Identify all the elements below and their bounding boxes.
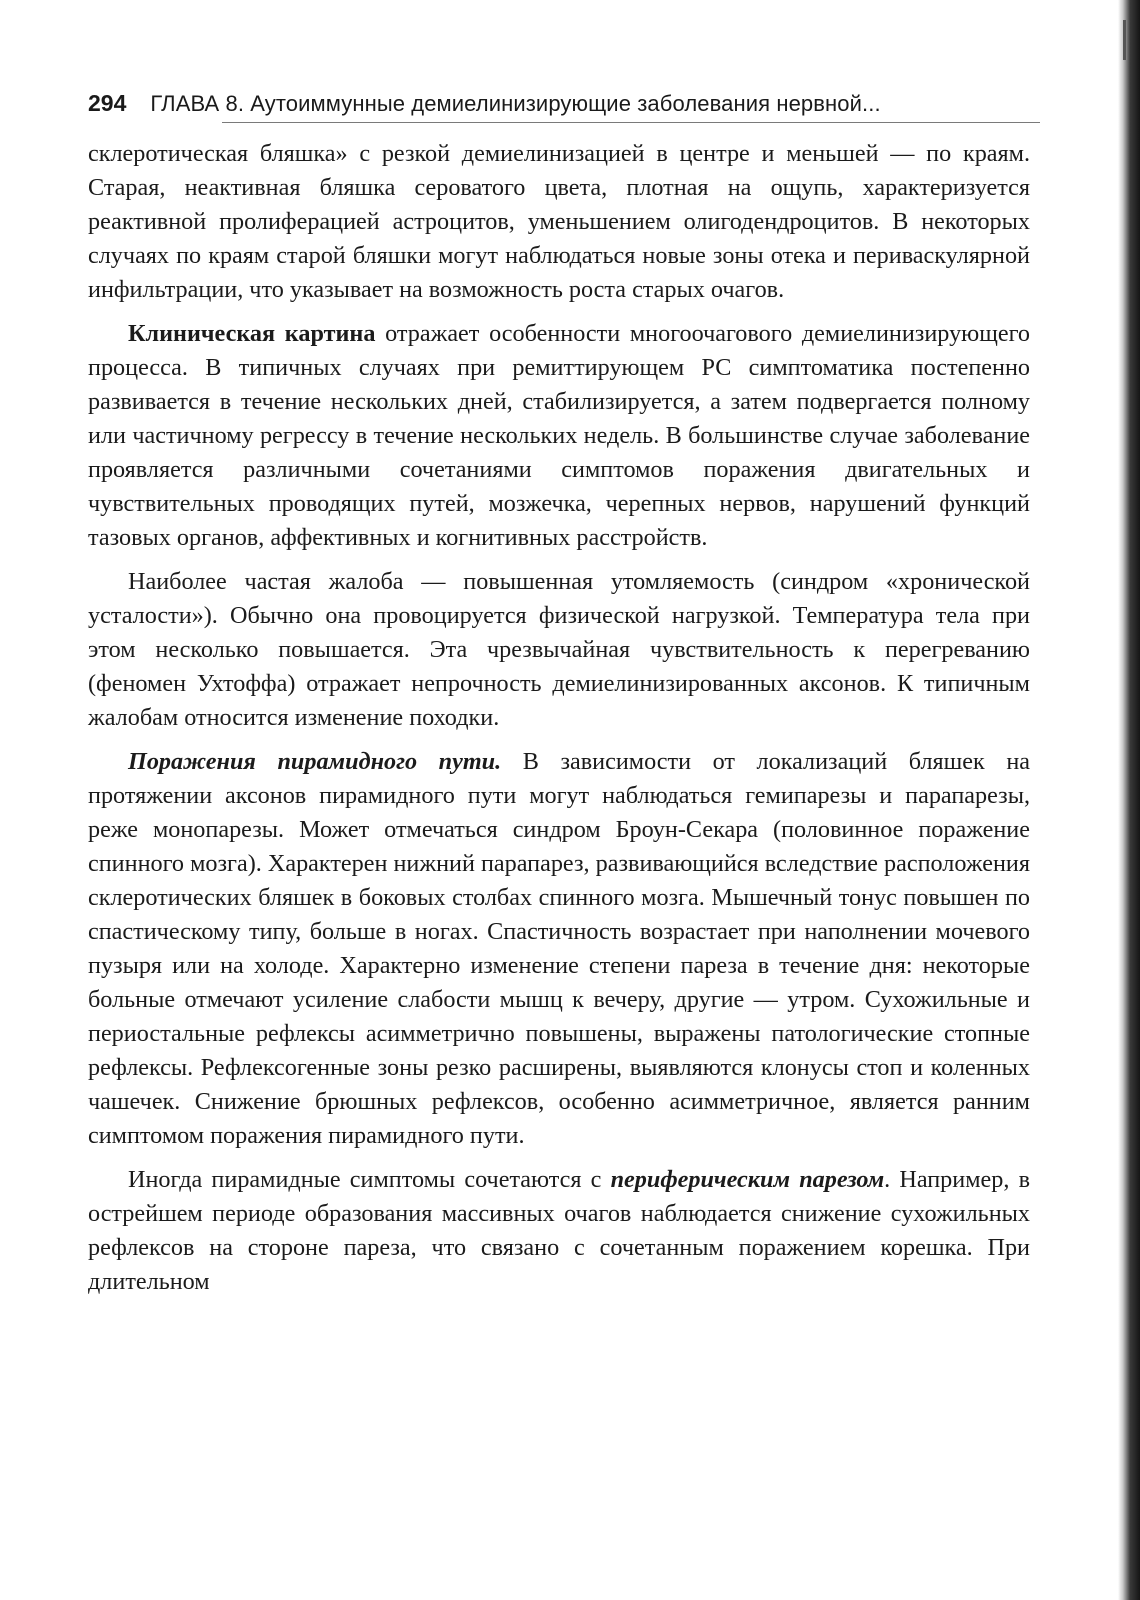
paragraph-text-before: Иногда пирамидные симптомы сочетаются с — [128, 1166, 611, 1193]
header-rule — [222, 122, 1040, 123]
paragraph-emphasis: периферическим парезом — [610, 1166, 885, 1193]
body-text — [88, 137, 1030, 1299]
paragraph-text: отражает особенности многоочагового демиелинизирующего процесса. В типичных случаях при ремиттирующем РС симптоматика постепенно развивается в течение нескольких дней, стабилизируется, а затем подвергается полному или частичному регрессу в течение нескольких недель. В большинстве случае заболевание проявляется различными сочетаниями симптомов поражения двигательных и чувствительных проводящих путей, мозжечка, черепных нервов, нарушений функций тазовых органов, аффективных и когнитивных расстройств. — [88, 320, 1031, 551]
paragraph-peripheral-paresis — [88, 1163, 1030, 1299]
paragraph-lead-heading: Поражения пирамидного пути. — [128, 748, 502, 775]
paragraph-text: . Например, в острейшем периоде образования массивных очагов наблюдается снижение сухожильных рефлексов на стороне пареза, что связано с сочетанным поражением корешка. При длительном — [88, 1166, 1030, 1295]
running-head — [88, 88, 1028, 124]
page-number: 294 — [88, 90, 127, 116]
paragraph-text: Наиболее частая жалоба — повышенная утомляемость (синдром «хронической усталости»). Обычно она провоцируется физической нагрузкой. Температура тела при этом несколько повышается. Эта чрезвычайная чувствительность к перегреванию (феномен Ухтоффа) отражает непрочность демиелинизированных аксонов. К типичным жалобам относится изменение походки. — [88, 568, 1030, 731]
paragraph-pyramidal-tract — [88, 745, 1030, 1153]
paragraph-continuation — [88, 137, 1030, 307]
chapter-title: ГЛАВА 8. Аутоиммунные демиелинизирующие заболевания нервной... — [150, 91, 881, 116]
paragraph-text: В зависимости от локализаций бляшек на протяжении аксонов пирамидного пути могут наблюдаться гемипарезы и парапарезы, реже монопарезы. Может отмечаться синдром Броун-Секара (половинное поражение спинного мозга). Характерен нижний парапарез, развивающийся вследствие расположения склеротических бляшек в боковых столбах спинного мозга. Мышечный тонус повышен по спастическому типу, больше в ногах. Спастичность возрастает при наполнении мочевого пузыря или на холоде. Характерно изменение степени пареза в течение дня: некоторые больные отмечают усиление слабости мышц к вечеру, другие — утром. Сухожильные и периостальные рефлексы асимметрично повышены, выражены патологические стопные рефлексы. Рефлексогенные зоны резко расширены, выявляются клонусы стоп и коленных чашечек. Снижение брюшных рефлексов, особенно асимметричное, является ранним симптомом поражения пирамидного пути. — [88, 748, 1030, 1149]
scanned-page-edge — [1118, 0, 1140, 1600]
paragraph-text: склеротическая бляшка» с резкой демиелинизацией в центре и меньшей — по краям. Старая, неактивная бляшка сероватого цвета, плотная на ощупь, характеризуется реактивной пролиферацией астроцитов, уменьшением олигодендроцитов. В некоторых случаях по краям старой бляшки могут наблюдаться новые зоны отека и периваскулярной инфильтрации, что указывает на возможность роста старых очагов. — [88, 140, 1030, 303]
paragraph-lead-heading: Клиническая картина — [128, 320, 376, 347]
scan-artifact — [1123, 20, 1126, 60]
paragraph-clinical-picture — [88, 317, 1030, 555]
paragraph-fatigue — [88, 565, 1030, 735]
